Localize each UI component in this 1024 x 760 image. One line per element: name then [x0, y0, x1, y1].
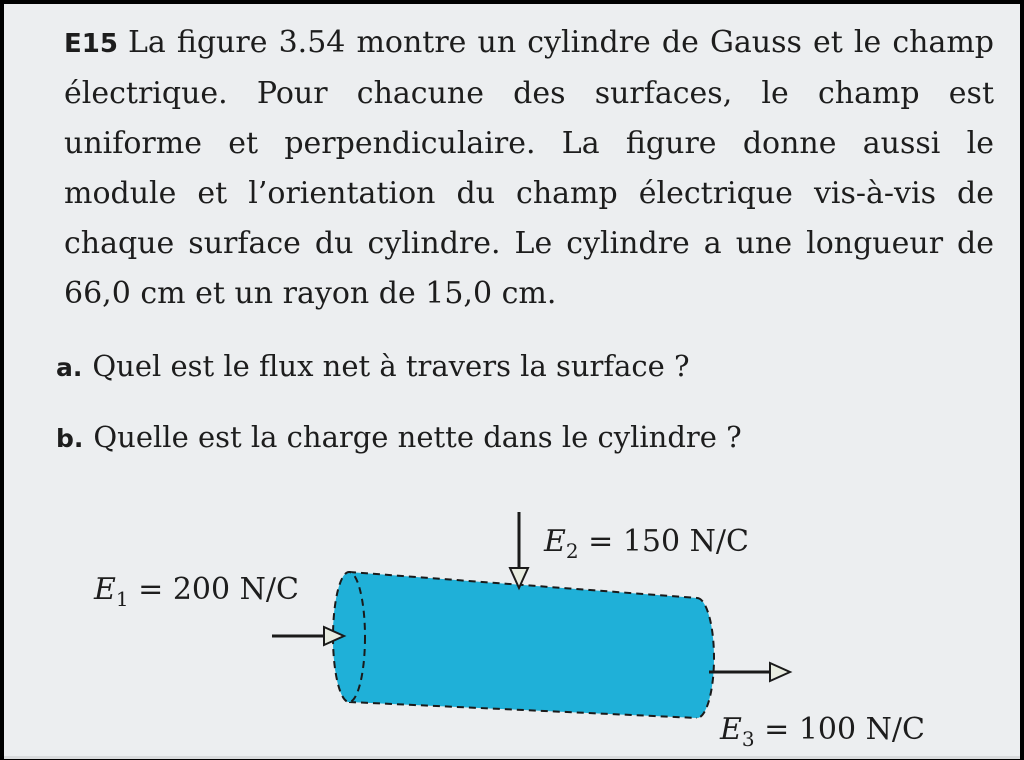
question-a-text: Quel est le flux net à travers la surface ?: [92, 349, 690, 383]
gauss-cylinder-figure: [4, 4, 1020, 756]
cylinder-body: [333, 572, 714, 718]
question-b-text: Quelle est la charge nette dans le cylindre ?: [93, 420, 742, 454]
problem-code: E15: [64, 29, 118, 59]
e1-label: $E_1 = 200$ N/C: [94, 572, 299, 611]
question-a-letter: a.: [56, 353, 83, 382]
textbook-page: [4, 4, 1020, 759]
question-b-letter: b.: [56, 424, 84, 453]
e3-arrow-head: [770, 663, 790, 681]
e2-label: $E_2 = 150$ N/C: [544, 524, 749, 563]
problem-text: La figure 3.54 montre un cylindre de Gauss et le champ électrique. Pour chacune des surfaces, le champ est uniforme et perpendiculaire. La figure donne aussi le module et l’orientation du champ électrique vis-à-vis de chaque surface du cylindre. Le cylindre a une longueur de 66,0 cm et un rayon de 15,0 cm.: [64, 25, 994, 311]
e3-label: $E_3 = 100$ N/C: [720, 712, 925, 751]
